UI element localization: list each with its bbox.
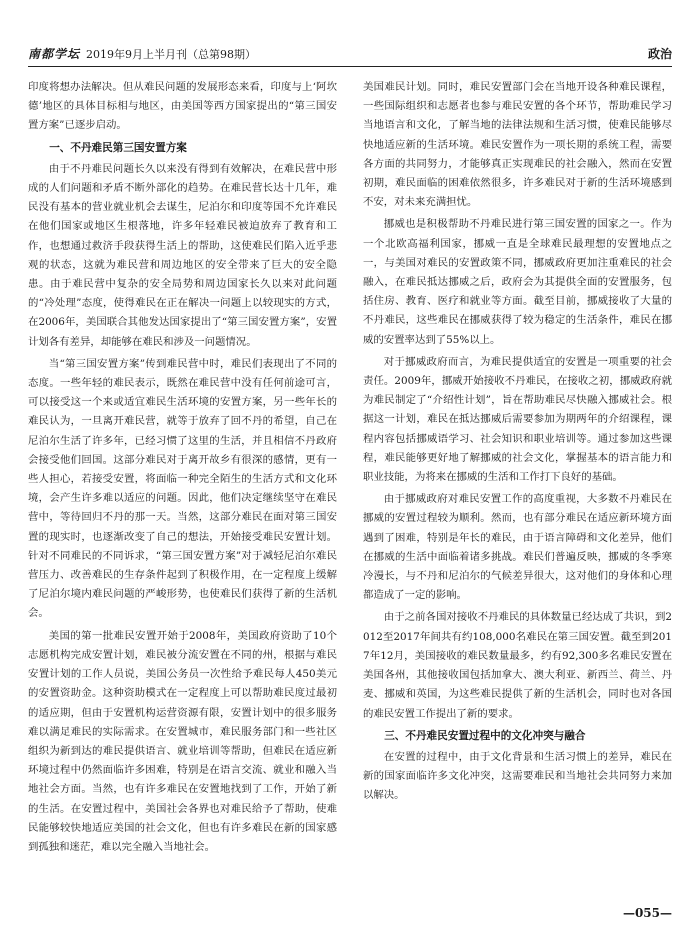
section-title: 政治	[647, 46, 672, 61]
paragraph: 美国的第一批难民安置开始于2008年，美国政府资助了10个志愿机构完成安置计划，难民被分流安置在不同的州，根据与难民安置计划的工作人员说，美国公务员一次性给予难民每人450美元的安置资助金。这种资助模式在一定程度上可以帮助难民度过最初的适应期，但由于安置机构运营资源有限，安置计划中的很多服务难以满足难民的实际需求。在安置城市，难民服务部门和一些社区组织为新到达的难民提供语言、就业培训等帮助，但难民在适应新环境过程中仍然面临许多困难，特别是在语言交流、就业和融入当地社会方面。当然，也有许多难民在安置地找到了工作，开始了新的生活。在安置过程中，美国社会各界也对难民给予了帮助，使难民能够较快地适应美国的社会文化，但也有许多难民在新的国家感到孤独和迷茫，难以完全融入当地社会。	[28, 629, 337, 853]
paragraph: 当“第三国安置方案”传到难民营中时，难民们表现出了不同的态度。一些年轻的难民表示，既然在难民营中没有任何前途可言，可以接受这一个来或适宜难民生活环境的安置方案，另一些年长的难民认为，一旦离开难民营，就等于放弃了回不丹的希望，自己在尼泊尔生活了许多年，已经习惯了这里的生活，并且相信不丹政府会接受他们回国。这部分难民对于离开故乡有很深的感情，更有一些人担心，若接受安置，将面临一种完全陌生的生活方式和文化环境，会产生许多难以适应的问题。因此，他们决定继续坚守在难民营中，等待回归不丹的那一天。当然，这部分难民在面对第三国安置的现实时，也逐渐改变了自己的想法，开始接受难民安置计划。针对不同难民的不同诉求，“第三国安置方案”对于减轻尼泊尔难民营压力、改善难民的生存条件起到了积极作用，在一定程度上缓解了尼泊尔境内难民问题的严峻形势，也使难民们获得了新的生活机会。	[28, 357, 337, 620]
issue-info: 2019年9月上半月刊（总第98期）	[86, 47, 257, 61]
paragraph: 由于挪威政府对难民安置工作的高度重视，大多数不丹难民在挪威的安置过程较为顺利。然而，也有部分难民在适应新环境方面遇到了困难，特别是年长的难民，由于语言障碍和文化差异，他们在挪威的生活中面临着诸多挑战。难民们普遍反映，挪威的冬季寒冷漫长，与不丹和尼泊尔的气候差异很大，这对他们的身体和心理都造成了一定的影响。	[363, 493, 672, 602]
article-body	[28, 78, 672, 896]
left-column	[28, 78, 337, 896]
journal-logo: 南都学坛	[28, 46, 81, 61]
paragraph: 印度将想办法解决。但从难民问题的发展形态来看，印度与上‘阿坎德’地区的具体目标相与地区，由美国等西方国家提出的“第三国安置方案”已逐步启动。	[28, 81, 337, 132]
header-left	[28, 45, 256, 62]
paragraph: 在安置的过程中，由于文化背景和生活习惯上的差异，难民在新的国家面临许多文化冲突，这需要难民和当地社会共同努力来加以解决。	[363, 750, 672, 802]
running-header	[28, 40, 672, 67]
paragraph: 由于不丹难民问题长久以来没有得到有效解决，在难民营中形成的人们问题和矛盾不断外部化的趋势。在难民营长达十几年，难民没有基本的营业就业机会去谋生，尼泊尔和印度等国不允许难民在他们国家或地区生根落地，许多年轻难民被迫放弃了教育和工作，也想通过救济手段获得生活上的帮助，这使难民们陷入近乎悲观的状态，这就为难民营和周边地区的安全带来了巨大的安全隐患。由于难民营中复杂的安全局势和周边国家长久以来对此问题的“冷处理”态度，使得难民在正在解决一问题上以较现实的方式，在2006年，美国联合其他发达国家提出了“第三国安置方案”，安置计划各有差异，却能够在难民和涉及一问题情况。	[28, 162, 337, 348]
paragraph: 对于挪威政府而言，为难民提供适宜的安置是一项重要的社会责任。2009年，挪威开始接收不丹难民，在接收之初，挪威政府就为难民制定了“介绍性计划”，旨在帮助难民尽快融入挪威社会。根据这一计划，难民在抵达挪威后需要参加为期两年的介绍课程，课程内容包括挪威语学习、社会知识和职业培训等。通过参加这些课程，难民能够更好地了解挪威的社会文化，掌握基本的语言能力和职业技能，为将来在挪威的生活和工作打下良好的基础。	[363, 355, 672, 484]
section-heading: 一、不丹难民第三国安置方案	[49, 141, 187, 154]
section-heading: 三、不丹难民安置过程中的文化冲突与融合	[384, 729, 586, 742]
paragraph: 由于之前各国对接收不丹难民的具体数量已经达成了共识，到2012至2017年间共有约108,000名难民在第三国安置。截至到2017年12月，美国接收的难民数量最多，约有92,300多名难民安置在美国各州，其他接收国包括加拿大、澳大利亚、新西兰、荷兰、丹麦、挪威和英国，为这些难民提供了新的生活机会，同时也对各国的难民安置工作提出了新的要求。	[363, 611, 672, 720]
page-number: —055—	[622, 906, 672, 920]
paragraph: 挪威也是积极帮助不丹难民进行第三国安置的国家之一。作为一个北欧高福利国家，挪威一直是全球难民最理想的安置地点之一，与美国对难民的安置政策不同，挪威政府更加注重难民的社会融入，在难民抵达挪威之后，政府会为其提供全面的安置服务，包括住房、教育、医疗和就业等方面。截至目前，挪威接收了大量的不丹难民，这些难民在挪威获得了较为稳定的生活条件，难民在挪威的安置率达到了55%以上。	[363, 218, 672, 346]
paragraph: 美国难民计划。同时，难民安置部门会在当地开设各种难民课程，一些国际组织和志愿者也参与难民安置的各个环节，帮助难民学习当地语言和文化，了解当地的法律法规和生活习惯，使难民能够尽快地适应新的生活环境。难民安置作为一项长期的系统工程，需要各方面的共同努力，才能够真正实现难民的社会融入，然而在安置初期，难民面临的困难依然很多，许多难民对于新的生活环境感到不安，对未来充满担忧。	[363, 81, 672, 209]
right-column	[363, 78, 672, 896]
